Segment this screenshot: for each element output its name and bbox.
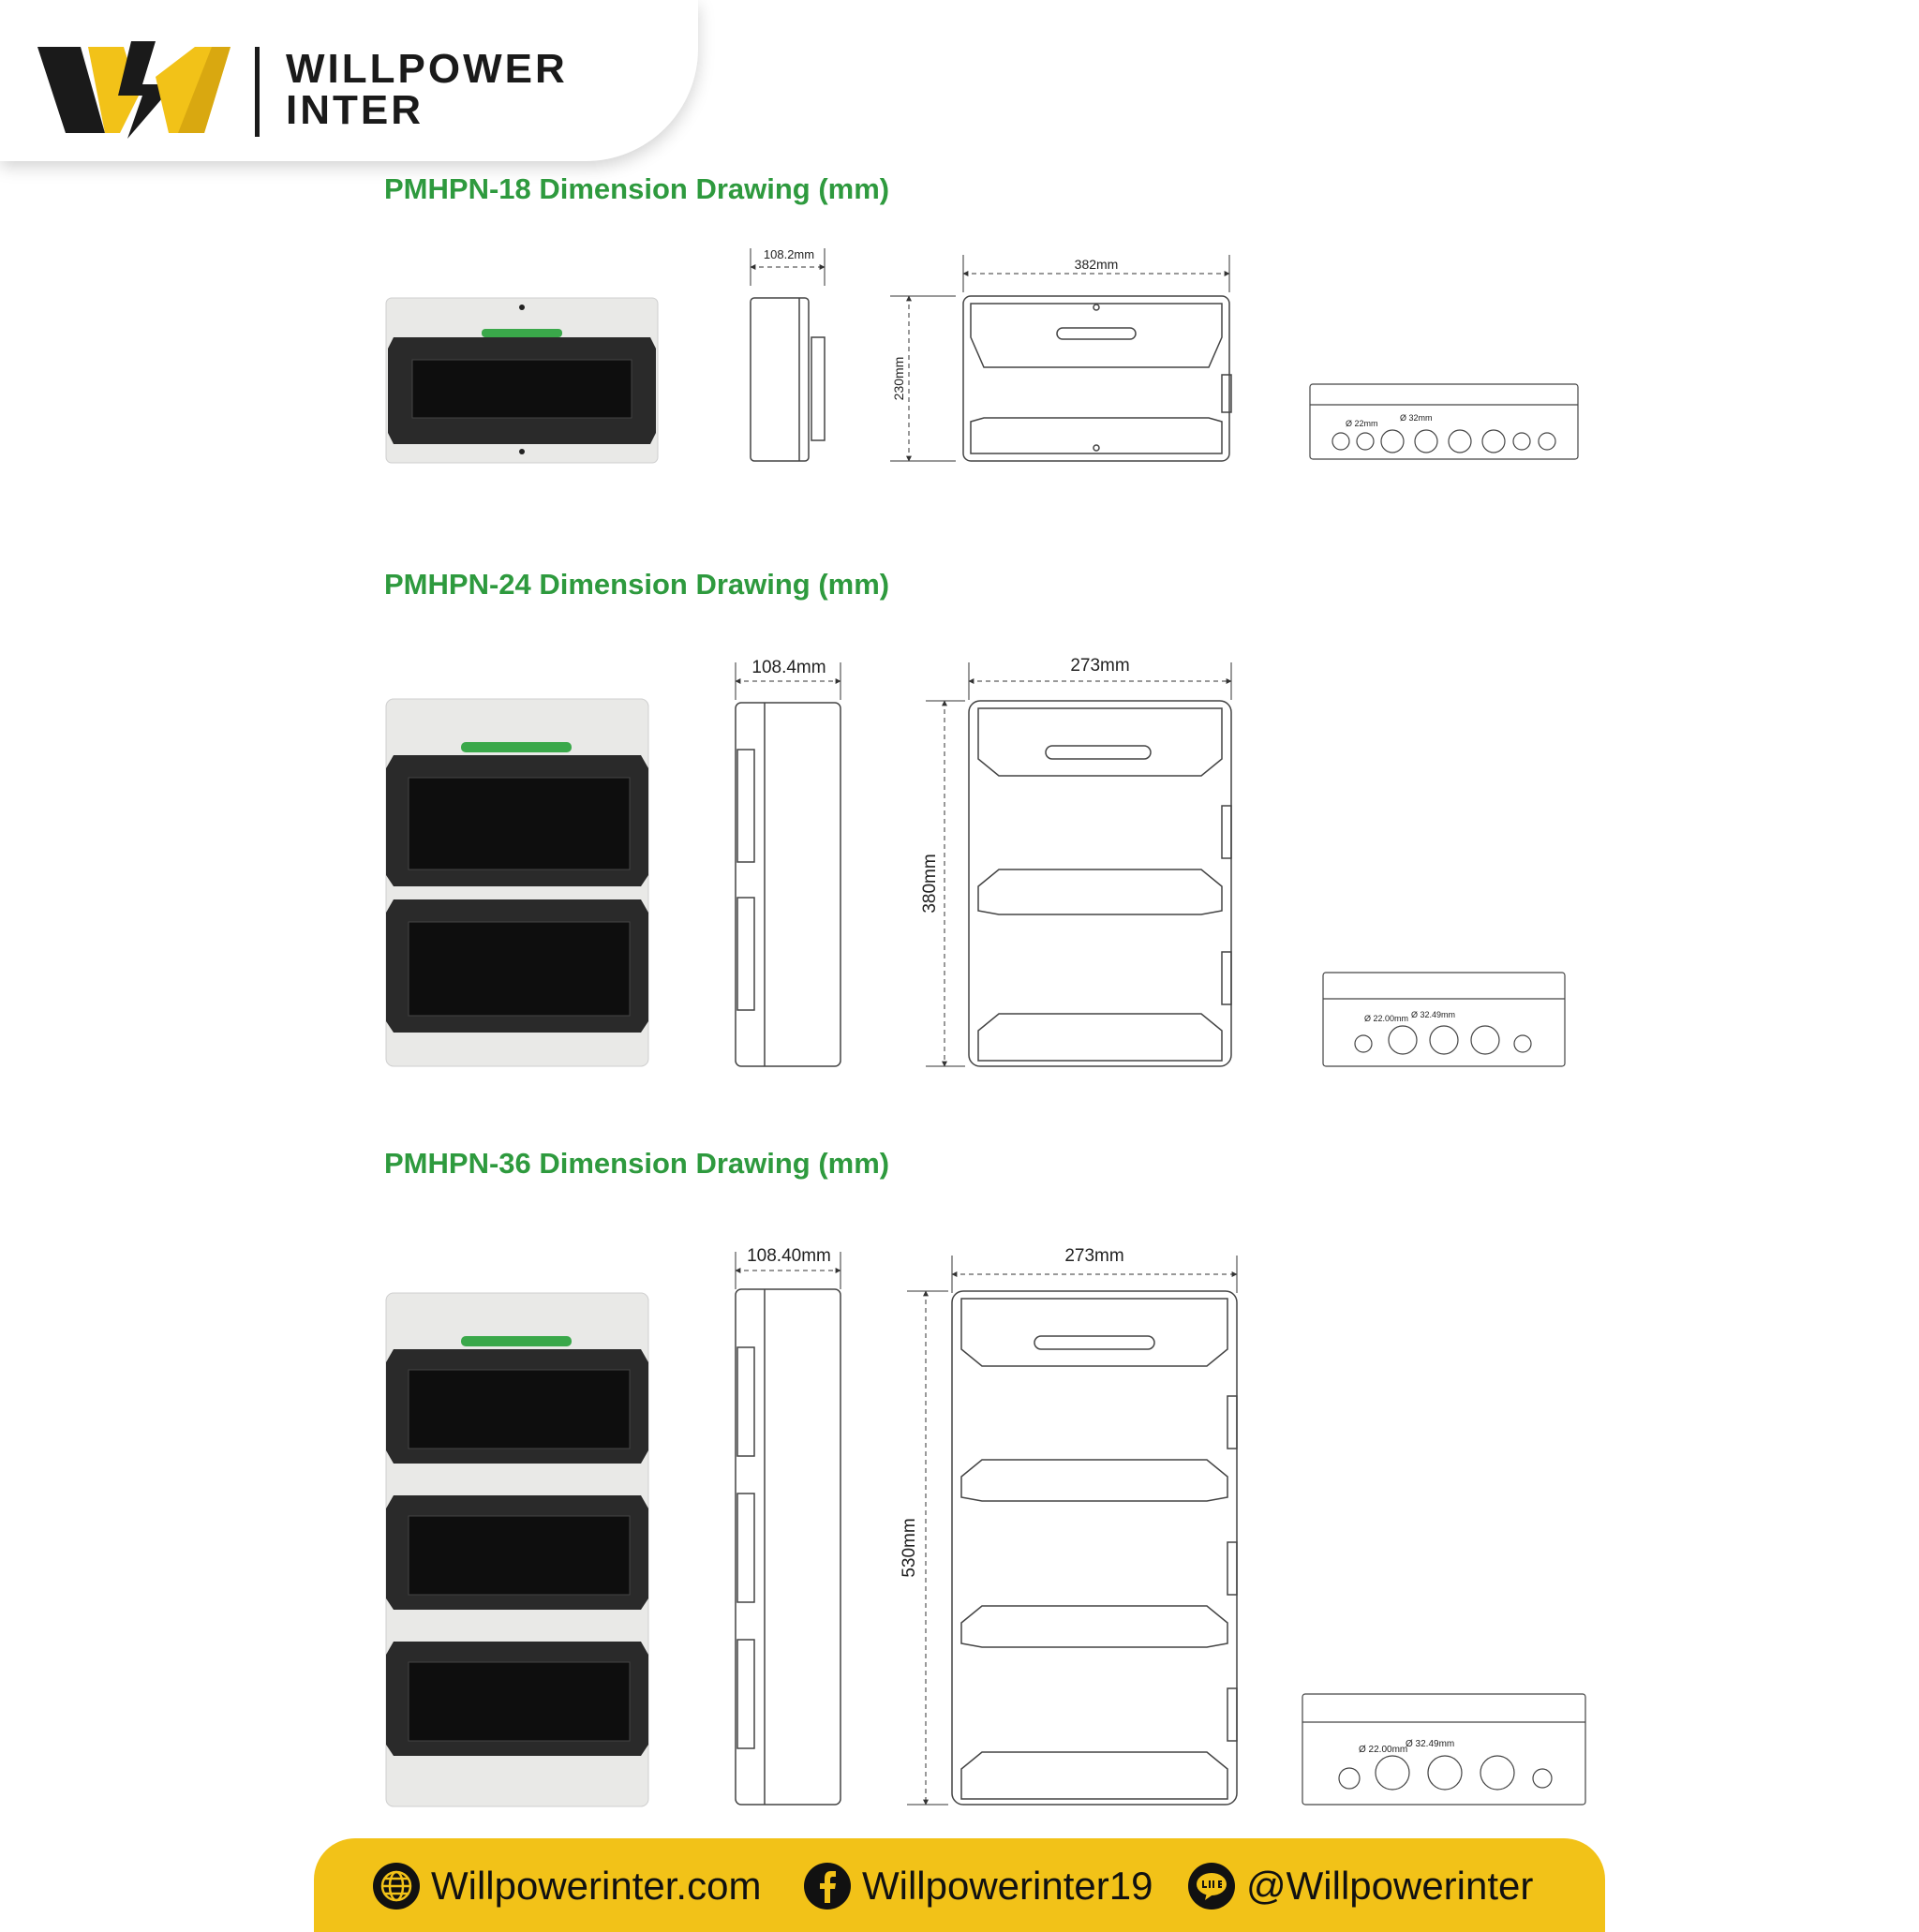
front-height-label: 230mm (891, 356, 906, 401)
front-width-label: 273mm (1070, 656, 1130, 676)
product-photo-pmhpn-18 (386, 298, 658, 463)
brand-line-1: WILLPOWER (286, 46, 568, 92)
line-link[interactable] (1188, 1861, 1533, 1911)
facebook-text: Willpowerinter19 (862, 1864, 1153, 1908)
bottom-view-pmhpn-24 (1323, 973, 1565, 1066)
side-view-pmhpn-36 (736, 1289, 840, 1805)
front-height-label: 530mm (900, 1518, 919, 1578)
side-view-pmhpn-18 (751, 298, 825, 461)
facebook-icon (804, 1863, 851, 1910)
side-view-pmhpn-24 (736, 703, 840, 1066)
front-view-pmhpn-24 (969, 701, 1231, 1066)
small-hole-label: Ø 22mm (1346, 419, 1378, 428)
small-hole-label: Ø 22.00mm (1364, 1014, 1409, 1023)
side-depth-dimension-pmhpn-36 (736, 1246, 840, 1289)
line-text: @Willpowerinter (1246, 1864, 1534, 1908)
front-width-dimension-pmhpn-36 (952, 1246, 1237, 1293)
side-depth-dimension-pmhpn-24 (736, 658, 840, 700)
website-link[interactable] (373, 1861, 761, 1911)
front-height-label: 380mm (920, 854, 940, 914)
section-title-pmhpn-36: PMHPN-36 Dimension Drawing (mm) (384, 1147, 890, 1180)
section-title-pmhpn-24: PMHPN-24 Dimension Drawing (mm) (384, 568, 890, 601)
front-view-pmhpn-18 (963, 296, 1231, 461)
globe-icon (373, 1863, 420, 1910)
front-height-dimension-pmhpn-18 (890, 296, 956, 461)
front-height-dimension-pmhpn-24 (920, 701, 965, 1066)
front-view-pmhpn-36 (952, 1291, 1237, 1805)
side-depth-label: 108.4mm (751, 658, 826, 677)
front-width-label: 382mm (1074, 257, 1119, 272)
large-hole-label: Ø 32.49mm (1411, 1010, 1456, 1019)
side-depth-label: 108.40mm (747, 1246, 831, 1266)
product-photo-pmhpn-24 (386, 699, 648, 1066)
front-height-dimension-pmhpn-36 (900, 1291, 948, 1805)
bottom-view-pmhpn-36 (1302, 1694, 1585, 1805)
side-depth-dimension-pmhpn-18 (751, 247, 825, 286)
facebook-link[interactable] (804, 1861, 1153, 1911)
large-hole-label: Ø 32mm (1400, 413, 1433, 423)
bottom-view-pmhpn-18 (1310, 384, 1578, 459)
website-text: Willpowerinter.com (431, 1864, 762, 1908)
side-depth-label: 108.2mm (763, 247, 815, 261)
front-width-dimension-pmhpn-18 (963, 255, 1229, 292)
brand-line-2: INTER (286, 87, 424, 133)
section-title-pmhpn-18: PMHPN-18 Dimension Drawing (mm) (384, 172, 890, 205)
large-hole-label: Ø 32.49mm (1406, 1739, 1455, 1749)
product-photo-pmhpn-36 (386, 1293, 648, 1806)
front-width-label: 273mm (1064, 1246, 1124, 1266)
line-icon (1188, 1863, 1235, 1910)
small-hole-label: Ø 22.00mm (1359, 1745, 1408, 1755)
front-width-dimension-pmhpn-24 (969, 656, 1231, 700)
